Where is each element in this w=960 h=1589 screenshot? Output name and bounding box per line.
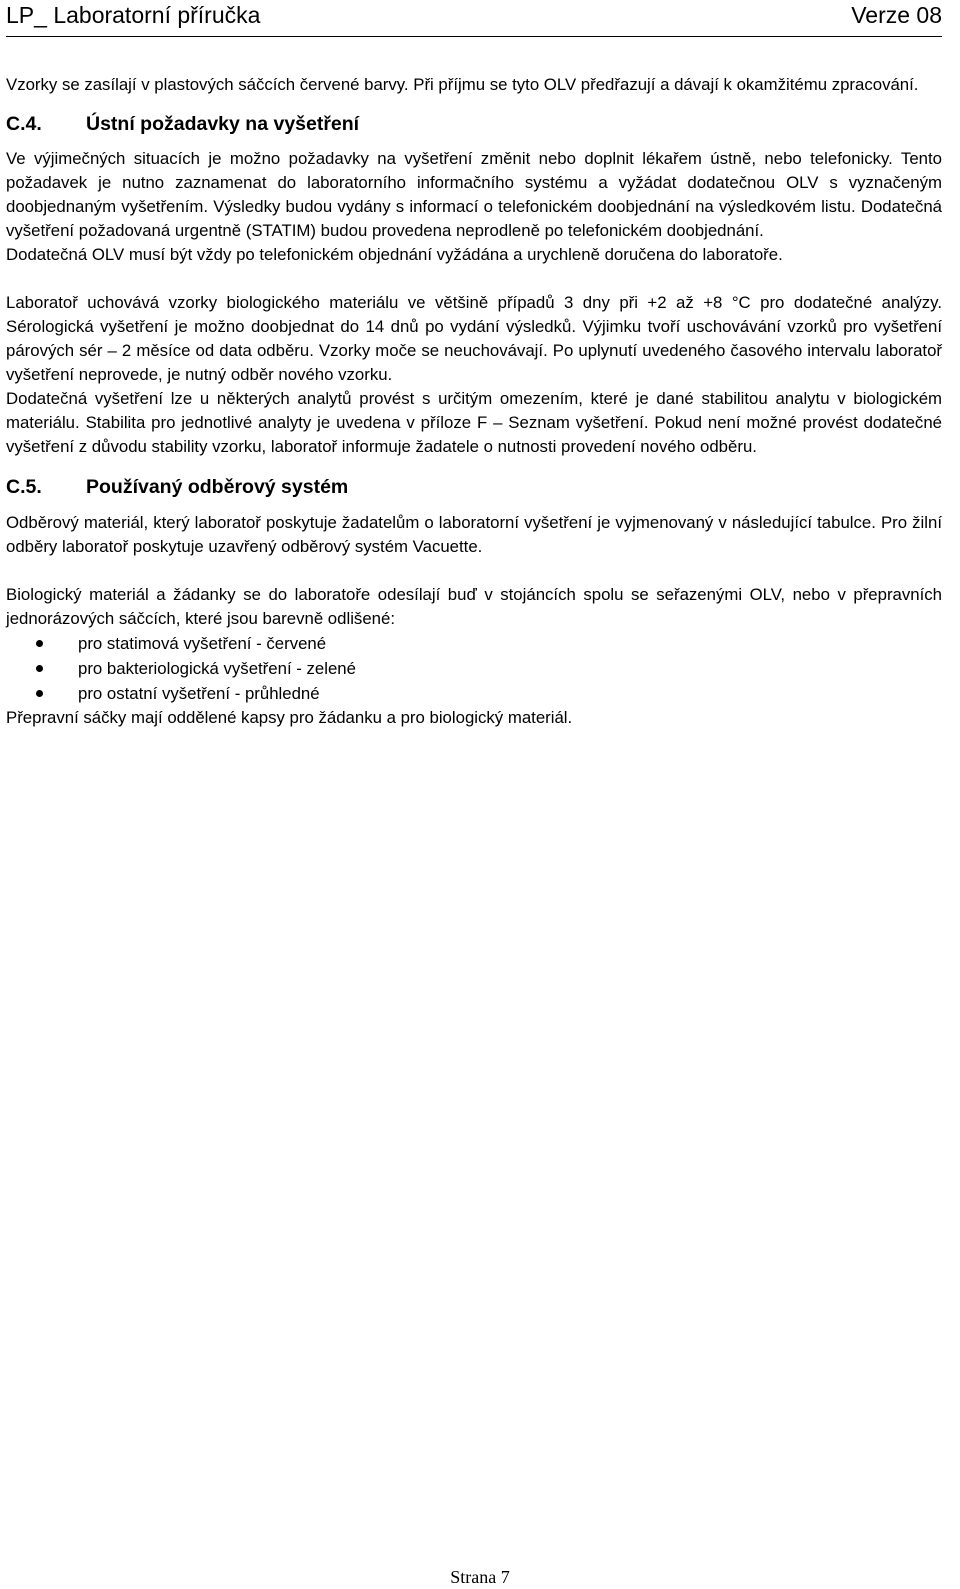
list-item: pro statimová vyšetření - červené bbox=[6, 631, 942, 656]
list-item: pro bakteriologická vyšetření - zelené bbox=[6, 656, 942, 681]
section-heading-c5 bbox=[6, 475, 942, 499]
paragraph-sample-bags: Vzorky se zasílají v plastových sáčcích červené barvy. Při příjmu se tyto OLV předřazují a dávají k okamžitému zpracování. bbox=[6, 75, 919, 94]
page-number: Strana 7 bbox=[450, 1567, 510, 1587]
section-title: Používaný odběrový systém bbox=[86, 476, 349, 498]
paragraph-bag-pockets: Přepravní sáčky mají oddělené kapsy pro žádanku a pro biologický materiál. bbox=[6, 708, 573, 727]
paragraph-verbal-requests: Ve výjimečných situacích je možno požadavky na vyšetření změnit nebo doplnit lékařem ústně, nebo telefonicky. Tento požadavek je nutno zaznamenat do laboratorního informačního systému a vyžádat dodatečnou OLV s vyznačeným doobjednaným vyšetřením. Výsledky budou vydány s informací o telefonickém doobjednání na výsledkovém listu. Dodatečná vyšetření požadovaná urgentně (STATIM) budou provedena neprodleně po telefonickém doobjednání. bbox=[6, 149, 942, 240]
document-version: Verze 08 bbox=[851, 2, 942, 28]
section-number: C.5. bbox=[6, 476, 42, 498]
bullet-icon bbox=[36, 690, 43, 697]
section-title: Ústní požadavky na vyšetření bbox=[86, 113, 360, 135]
section-heading-c4 bbox=[6, 112, 942, 136]
list-item: pro ostatní vyšetření - průhledné bbox=[6, 681, 942, 706]
paragraph-collection-material: Odběrový materiál, který laboratoř poskytuje žadatelům o laboratorní vyšetření je vyjmenovaný v následující tabulce. Pro žilní odběry laboratoř poskytuje uzavřený odběrový systém Vacuette. bbox=[6, 513, 942, 556]
paragraph-transport: Biologický materiál a žádanky se do laboratoře odesílají buď v stojáncích spolu se seřazenými OLV, nebo v přepravních jednorázových sáčcích, které jsou barevně odlišené: bbox=[6, 585, 942, 628]
bag-color-list bbox=[6, 631, 942, 706]
document-title: LP_ Laboratorní příručka bbox=[6, 2, 261, 28]
paragraph-stability: Dodatečná vyšetření lze u některých analytů provést s určitým omezením, které je dané stabilitou analytu v biologickém materiálu. Stabilita pro jednotlivé analyty je uvedena v příloze F – Seznam vyšetření. Pokud není možné provést dodatečné vyšetření z důvodu stability vzorku, laboratoř informuje žadatele o nutnosti provedení nového odběru. bbox=[6, 389, 942, 456]
bullet-icon bbox=[36, 640, 43, 647]
paragraph-sample-storage: Laboratoř uchovává vzorky biologického materiálu ve většině případů 3 dny při +2 až +8 °C pro dodatečné analýzy. Sérologická vyšetření je možno doobjednat do 14 dnů po vydání výsledků. Výjimku tvoří uschovávání vzorků pro vyšetření párových sér – 2 měsíce od data odběru. Vzorky moče se neuchovávají. Po uplynutí uvedeného časového intervalu laboratoř vyšetření neprovede, je nutný odběr nového vzorku. bbox=[6, 293, 942, 384]
page-header bbox=[6, 0, 942, 37]
section-number: C.4. bbox=[6, 113, 42, 135]
document-body bbox=[6, 73, 942, 730]
bullet-icon bbox=[36, 665, 43, 672]
paragraph-additional-olv: Dodatečná OLV musí být vždy po telefonickém objednání vyžádána a urychleně doručena do laboratoře. bbox=[6, 245, 783, 264]
